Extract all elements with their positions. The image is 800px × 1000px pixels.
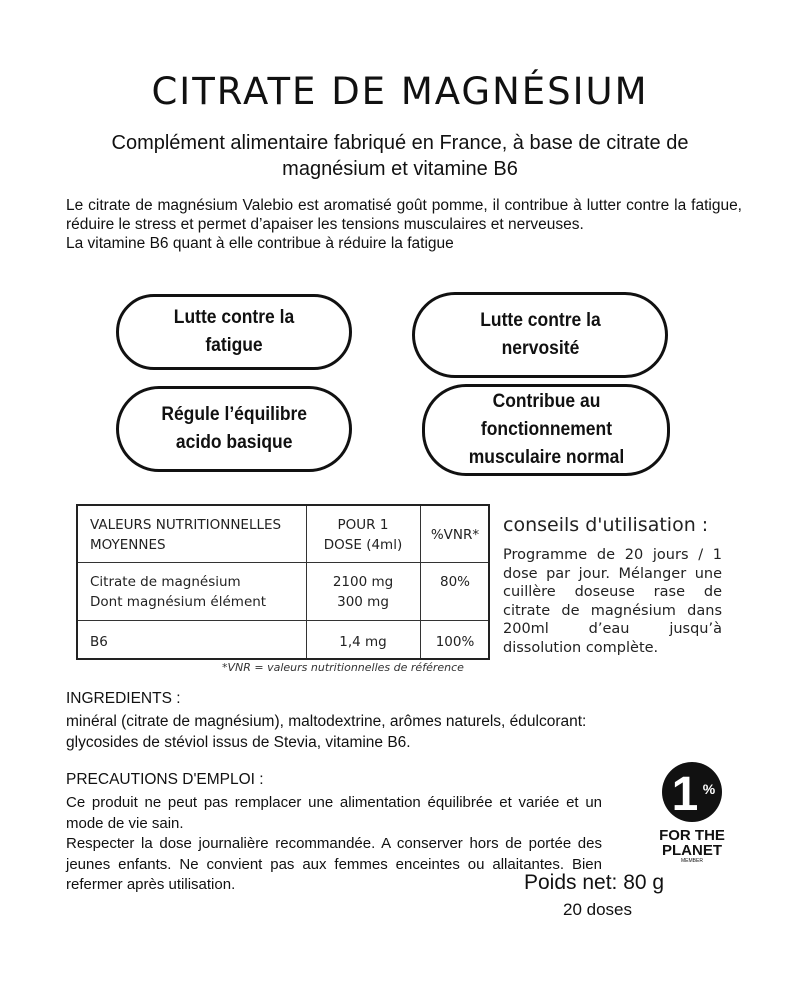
ingredients-text xyxy=(66,711,586,753)
benefit-label: acido basique xyxy=(175,432,293,453)
benefit-label: Lutte contre la xyxy=(479,310,601,331)
table-row-b6-name: B6 xyxy=(90,634,108,650)
benefit-label: nervosité xyxy=(501,338,579,359)
net-weight: Poids net: 80 g xyxy=(524,871,665,894)
ingredients-line-1: minéral (citrate de magnésium), maltodextrine, arômes naturels, édulcorant: xyxy=(66,713,587,730)
benefit-label: Lutte contre la fatigue xyxy=(173,307,295,356)
header-line: MOYENNES xyxy=(90,537,166,553)
benefit-label: Contribue au xyxy=(492,391,600,412)
precautions-text xyxy=(66,793,602,896)
benefit-pill-muscular xyxy=(422,384,670,476)
subtitle-line-1: Complément alimentaire fabriqué en France, à base de citrate de xyxy=(111,132,689,154)
table-header-nutrients xyxy=(90,515,281,555)
benefit-label: fonctionnement xyxy=(480,419,612,440)
table-row-magnesium-amount xyxy=(306,572,420,612)
benefit-pill-acid-base xyxy=(116,386,352,472)
one-percent-for-the-planet-logo xyxy=(654,760,730,864)
table-row-b6-amount: 1,4 mg xyxy=(339,634,387,650)
product-title: CITRATE DE MAGNÉSIUM xyxy=(151,70,649,113)
table-row-b6-vnr: 100% xyxy=(435,634,475,650)
benefit-label: musculaire normal xyxy=(468,447,624,468)
table-divider xyxy=(420,506,421,658)
logo-member: MEMBER xyxy=(681,858,703,864)
product-subtitle xyxy=(70,130,730,182)
header-line: POUR 1 xyxy=(337,517,389,533)
advice-title: conseils d'utilisation : xyxy=(503,514,709,536)
intro-paragraph-1: Le citrate de magnésium Valebio est aromatisé goût pomme, il contribue à lutter contre la fatigue, réduire le stress et permet d’apaiser les tensions musculaires et nerveuses. xyxy=(66,197,742,233)
planet-logo-icon xyxy=(654,760,730,864)
header-line: VALEURS NUTRITIONNELLES xyxy=(90,517,282,533)
row-amount-line: 300 mg xyxy=(337,594,389,610)
nutrition-table xyxy=(76,504,490,660)
table-header-vnr: %VNR* xyxy=(430,527,480,543)
table-divider xyxy=(78,620,488,621)
table-row-magnesium-name xyxy=(90,572,266,612)
table-header-dose xyxy=(306,515,420,555)
table-divider xyxy=(78,562,488,563)
benefit-pill-fatigue xyxy=(116,294,352,370)
row-name-line: Dont magnésium élément xyxy=(90,594,267,610)
intro-text xyxy=(66,196,742,253)
table-row-magnesium-vnr: 80% xyxy=(439,574,470,590)
intro-paragraph-2: La vitamine B6 quant à elle contribue à réduire la fatigue xyxy=(66,235,454,252)
logo-percent: % xyxy=(702,781,716,797)
benefit-label: Régule l’équilibre xyxy=(161,404,307,425)
table-footnote: *VNR = valeurs nutritionnelles de référence xyxy=(222,661,464,674)
benefit-pill-nervosity xyxy=(412,292,668,378)
row-name-line: Citrate de magnésium xyxy=(90,574,241,590)
precautions-paragraph-1: Ce produit ne peut pas remplacer une alimentation équilibrée et variée et un mode de vie sain. xyxy=(66,794,602,832)
header-line: DOSE (4ml) xyxy=(323,537,403,553)
dose-count: 20 doses xyxy=(563,900,632,919)
precautions-heading: PRECAUTIONS D'EMPLOI : xyxy=(66,771,264,788)
logo-line-1: FOR THE xyxy=(659,827,725,844)
ingredients-heading: INGREDIENTS : xyxy=(66,690,181,707)
subtitle-line-2: magnésium et vitamine B6 xyxy=(282,158,518,180)
row-amount-line: 2100 mg xyxy=(332,574,394,590)
logo-line-2: PLANET xyxy=(662,842,722,859)
precautions-paragraph-2: Respecter la dose journalière recommandée. A conserver hors de portée des jeunes enfants. Ne convient pas aux femmes enceintes ou allaitantes. Bien refermer après utilisation. xyxy=(66,835,602,893)
advice-text: Programme de 20 jours / 1 dose par jour. Mélanger une cuillère doseuse rase de citrate de magnésium dans 200ml d’eau jusqu’à dissolution complète. xyxy=(503,547,722,656)
logo-number: 1 xyxy=(671,768,699,821)
ingredients-line-2: glycosides de stéviol issus de Stevia, vitamine B6. xyxy=(66,734,411,751)
